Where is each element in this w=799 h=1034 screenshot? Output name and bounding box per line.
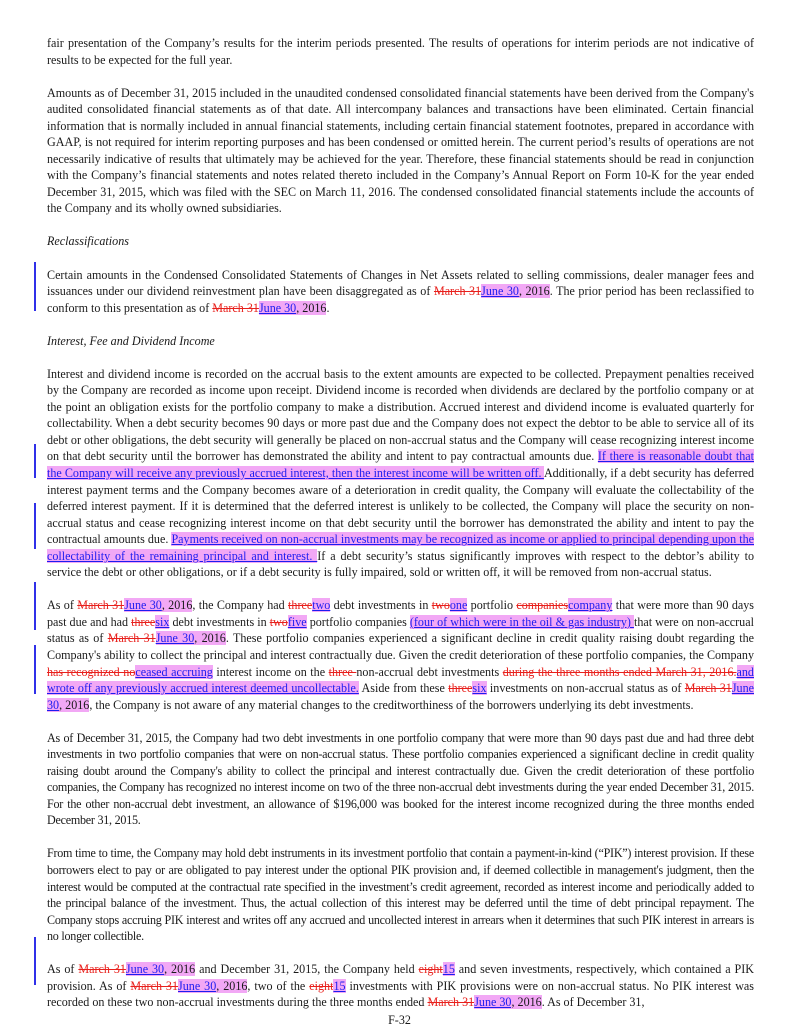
inserted-text: six (155, 614, 170, 629)
deleted-text: March 31 (212, 300, 259, 315)
deleted-text: March 31 (684, 681, 732, 696)
inserted-text: June 30 (474, 995, 512, 1010)
inserted-text: five (287, 614, 307, 629)
inserted-text: June 30 (481, 284, 519, 299)
deleted-text: companies (516, 598, 569, 613)
change-bar (34, 444, 36, 478)
change-bar (34, 262, 36, 311)
inserted-text: Payments received on non-accrual investments may be recognized as income or applied to principal depending upon the collectability of the remaining principal and interest. (47, 532, 754, 563)
heading-interest-income: Interest, Fee and Dividend Income (47, 333, 215, 348)
deleted-text: March 31 (107, 631, 156, 646)
heading-reclassifications: Reclassifications (47, 234, 129, 249)
deleted-text: March 31 (78, 962, 126, 977)
deleted-text: three (288, 598, 313, 613)
inserted-text: June 30 (125, 962, 165, 977)
page-number: F-32 (388, 1013, 411, 1027)
inserted-text: June 30 (258, 300, 297, 315)
paragraph-pik: From time to time, the Company may hold debt instruments in its investment portfolio that contain a payment-in-kind (“PIK”) interest provision. If these borrowers elect to pay or are obligated to pay interest under the optional PIK provision and, if deemed collectible in management's judgment, then the interest would be computed at the contractual rate specified in the investment’s credit agreement, recorded as interest income and periodically added to the principal balance of the investment. Thus, the actual collection of this interest may be deferred until the time of debt principal repayment. The Company stops accruing PIK interest and writes off any accrued and uncollected interest in arrears when it determines that such PIK interest in arrears is no longer collectible. (47, 846, 754, 944)
inserted-text: June 30 (155, 631, 195, 646)
deleted-text: eight (309, 978, 334, 993)
change-bar (34, 582, 36, 630)
deleted-text: during the three months ended March 31, 2016. (502, 664, 737, 679)
deleted-text: March 31 (433, 284, 482, 299)
inserted-text: (four of which were in the oil & gas industry) (409, 614, 634, 629)
deleted-text: three (448, 681, 473, 696)
inserted-text: six (472, 681, 487, 696)
deleted-text: two (269, 614, 288, 629)
deleted-text: two (431, 598, 450, 613)
paragraph-interim-results: fair presentation of the Company’s results for the interim periods presented. The results of operations for interim periods are not indicative of results to be expected for the full year. (47, 36, 754, 67)
paragraph-non-accrual-june-2016: As of March 31June 30, 2016, the Company had threetwo debt investments in twoone portfolio companiescompany that were more than 90 days past due and had threesix debt investments in twofive portfolio companies (four of which were in the oil & gas industry) that were on non-accrual status as of March 31June 30, 2016. These portfolio companies experienced a significant decline in credit quality raising doubt regarding the Company's ability to collect the principal and interest contractually due. Given the credit deterioration of these portfolio companies, the Company has recognized noceased accruing interest income on the three non-accrual debt investments during the three months ended March 31, 2016.and wrote off any previously accrued interest deemed uncollectable. Aside from these threesix investments on non-accrual status as of March 31June 30, 2016, the Company is not aware of any material changes to the creditworthiness of the borrowers underlying its debt investments. (47, 598, 755, 712)
paragraph-basis-of-presentation: Amounts as of December 31, 2015 included in the unaudited condensed consolidated financial statements have been derived from the Company's audited consolidated financial statements as of that date. All intercompany balances and transactions have been eliminated. Certain financial information that is normally included in annual financial statements, including certain financial statement footnotes, prepared in accordance with GAAP, is not required for interim reporting purposes and has been condensed or omitted herein. The current period’s results of operations are not necessarily indicative of results that ultimately may be achieved for the year. Therefore, these financial statements should be read in conjunction with the Company’s financial statements and notes related thereto included in the Company’s Annual Report on Form 10-K for the year ended December 31, 2015, which was filed with the SEC on March 11, 2016. The condensed consolidated financial statements include the accounts of the Company and its wholly owned subsidiaries. (47, 85, 754, 216)
inserted-text: 15 (333, 978, 346, 993)
inserted-text: 15 (442, 962, 455, 977)
inserted-text: June 30 (124, 598, 162, 613)
inserted-text: ceased accruing (135, 664, 213, 679)
inserted-text: If there is reasonable doubt that the Company will receive any previously accrued interest, then the interest income will be written off. (47, 449, 754, 480)
paragraph-reclassifications: Certain amounts in the Condensed Consolidated Statements of Changes in Net Assets related to selling commissions, dealer manager fees and issuances under our dividend reinvestment plan have been disaggregated as of March 31June 30, 2016. The prior period has been reclassified to conform to this presentation as of March 31June 30, 2016. (47, 267, 754, 315)
deleted-text: three (328, 664, 357, 679)
inserted-text: one (449, 598, 468, 613)
inserted-text: June 30 (47, 681, 754, 712)
paragraph-interest-income: Interest and dividend income is recorded on the accrual basis to the extent amounts are expected to be collected. Prepayment penalties received by the Company are recorded as income upon receipt. Dividend income is recorded when dividends are declared by the portfolio company or at the point an obligation exists for the portfolio company to make a distribution. Accrued interest and dividend income is evaluated quarterly for collectability. When a debt security becomes 90 days or more past due and the Company does not expect the debtor to be able to service all of its debt or other obligations, the debt security will generally be placed on non-accrual status and the Company will cease recognizing interest income on that debt security until the borrower has demonstrated the ability and intent to pay contractual amounts due. If there is reasonable doubt that the Company will receive any previously accrued interest, then the interest income will be written off. Additionally, if a debt security has deferred interest payment terms and the Company becomes aware of a deterioration in credit quality, the Company will evaluate the collectability of the deferred interest payment. If it is determined that the deferred interest is unlikely to be collected, the Company will place the security on non-accrual status and cease recognizing interest income on that debt security until the borrower has demonstrated the ability and intent to pay the contractual amounts due. Payments received on non-accrual investments may be recognized as income or applied to principal depending upon the collectability of the remaining principal and interest. If a debt security’s status significantly improves with respect to the debtor’s ability to service the debt or other obligations, or if a debt security is fully impaired, sold or written off, it will be removed from non-accrual status. (47, 366, 755, 580)
inserted-text: June 30 (178, 978, 217, 993)
document-page (47, 35, 754, 1011)
deleted-text: March 31 (427, 995, 475, 1010)
change-bar (34, 503, 36, 549)
change-bar (34, 937, 36, 985)
paragraph-non-accrual-dec-2015: As of December 31, 2015, the Company had two debt investments in one portfolio company that were more than 90 days past due and had three debt investments in two portfolio companies that were on non-accrual status. These portfolio companies experienced a significant decline in credit quality raising doubt around the Company's ability to collect the principal and interest contractually due. Given the credit deterioration of these portfolio companies, the Company has recognized no interest income on two of the three non-accrual debt investments during the year ended December 31, 2015. For the other non-accrual debt investment, an allowance of $196,000 was booked for the interest income recognized during the three months ended December 31, 2015. (47, 730, 754, 828)
change-bar (34, 645, 36, 694)
deleted-text: March 31 (77, 598, 125, 613)
inserted-text: company (568, 598, 613, 613)
deleted-text: eight (418, 962, 443, 977)
inserted-text: two (312, 598, 331, 613)
deleted-text: March 31 (130, 978, 179, 993)
deleted-text: three (131, 614, 156, 629)
paragraph-pik-holdings: As of March 31June 30, 2016 and December 31, 2015, the Company held eight15 and seven investments, respectively, which contained a PIK provision. As of March 31June 30, 2016, two of the eight15 investments with PIK provisions were on non-accrual status. No PIK interest was recorded on these two non-accrual investments during the three months ended March 31June 30, 2016. As of December 31, (47, 962, 755, 1010)
inserted-text: and wrote off any previously accrued interest deemed uncollectable. (47, 664, 754, 696)
deleted-text: has recognized no (47, 664, 136, 679)
